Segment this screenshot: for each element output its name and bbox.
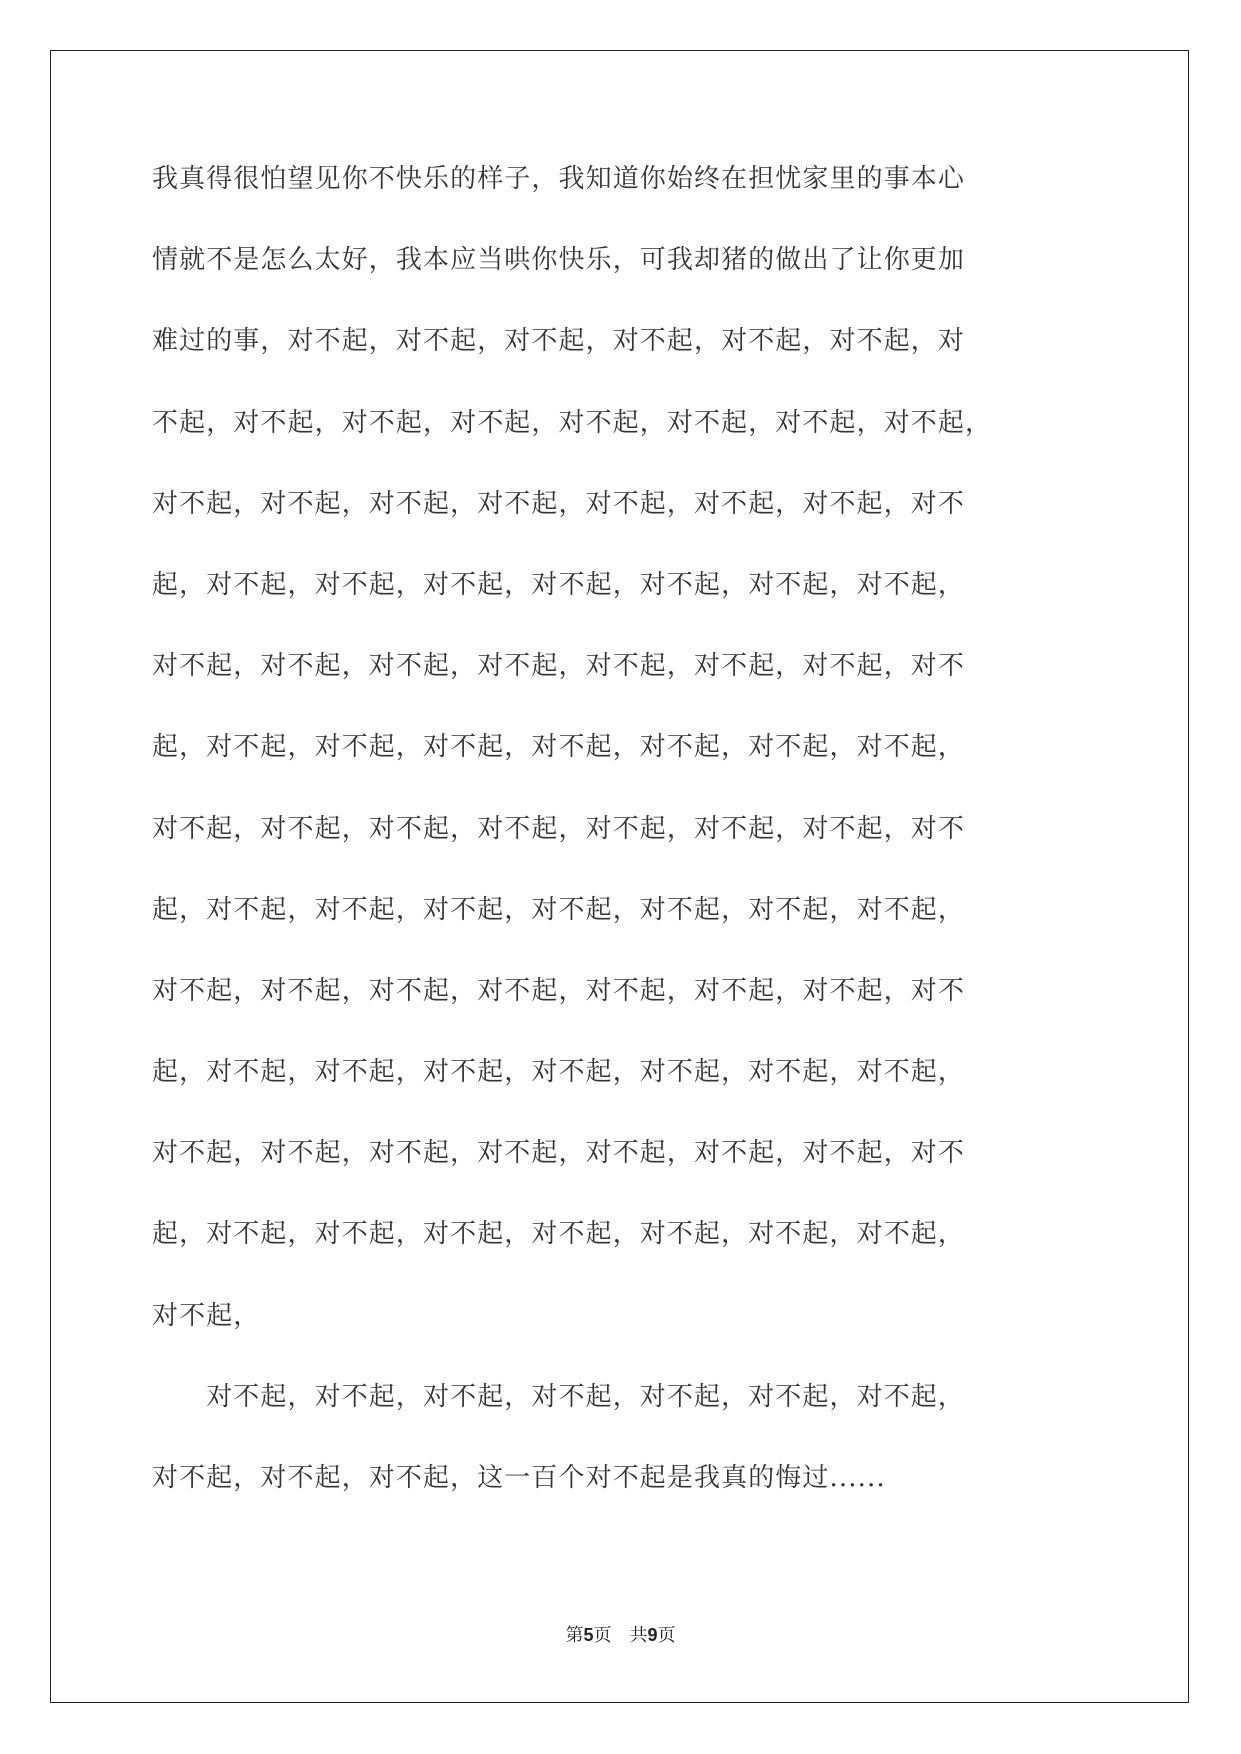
text-line-15: 对不起， bbox=[152, 1300, 261, 1331]
text-line-11: 对不起，对不起，对不起，对不起，对不起，对不起，对不起，对不 bbox=[152, 975, 966, 1006]
document-body bbox=[152, 166, 1112, 1546]
text-line-16: 对不起，对不起，对不起，对不起，对不起，对不起，对不起， bbox=[152, 1381, 966, 1412]
page-total: 9 bbox=[647, 1625, 658, 1645]
text-line-4: 不起，对不起，对不起，对不起，对不起，对不起，对不起，对不起， bbox=[152, 407, 993, 438]
text-line-1: 我真得很怕望见你不快乐的样子，我知道你始终在担忧家里的事本心 bbox=[152, 164, 966, 194]
page-suffix: 页 bbox=[593, 1625, 612, 1646]
total-prefix: 共 bbox=[629, 1625, 648, 1646]
text-line-3: 难过的事，对不起，对不起，对不起，对不起，对不起，对不起，对 bbox=[152, 326, 966, 357]
page-footer bbox=[0, 1621, 1241, 1647]
text-line-13: 对不起，对不起，对不起，对不起，对不起，对不起，对不起，对不 bbox=[152, 1138, 966, 1169]
text-line-7: 对不起，对不起，对不起，对不起，对不起，对不起，对不起，对不 bbox=[152, 651, 966, 682]
text-line-5: 对不起，对不起，对不起，对不起，对不起，对不起，对不起，对不 bbox=[152, 488, 966, 519]
text-line-12: 起，对不起，对不起，对不起，对不起，对不起，对不起，对不起， bbox=[152, 1057, 966, 1088]
text-line-9: 对不起，对不起，对不起，对不起，对不起，对不起，对不起，对不 bbox=[152, 813, 966, 844]
text-line-8: 起，对不起，对不起，对不起，对不起，对不起，对不起，对不起， bbox=[152, 732, 966, 763]
text-line-17: 对不起，对不起，对不起，这一百个对不起是我真的悔过...... bbox=[152, 1463, 886, 1493]
page-prefix: 第 bbox=[565, 1625, 584, 1646]
page-number: 5 bbox=[583, 1625, 594, 1645]
text-line-10: 起，对不起，对不起，对不起，对不起，对不起，对不起，对不起， bbox=[152, 894, 966, 925]
text-line-2: 情就不是怎么太好，我本应当哄你快乐，可我却猪的做出了让你更加 bbox=[152, 245, 966, 276]
text-line-6: 起，对不起，对不起，对不起，对不起，对不起，对不起，对不起， bbox=[152, 569, 966, 600]
text-line-14: 起，对不起，对不起，对不起，对不起，对不起，对不起，对不起， bbox=[152, 1219, 966, 1250]
total-suffix: 页 bbox=[657, 1625, 676, 1646]
